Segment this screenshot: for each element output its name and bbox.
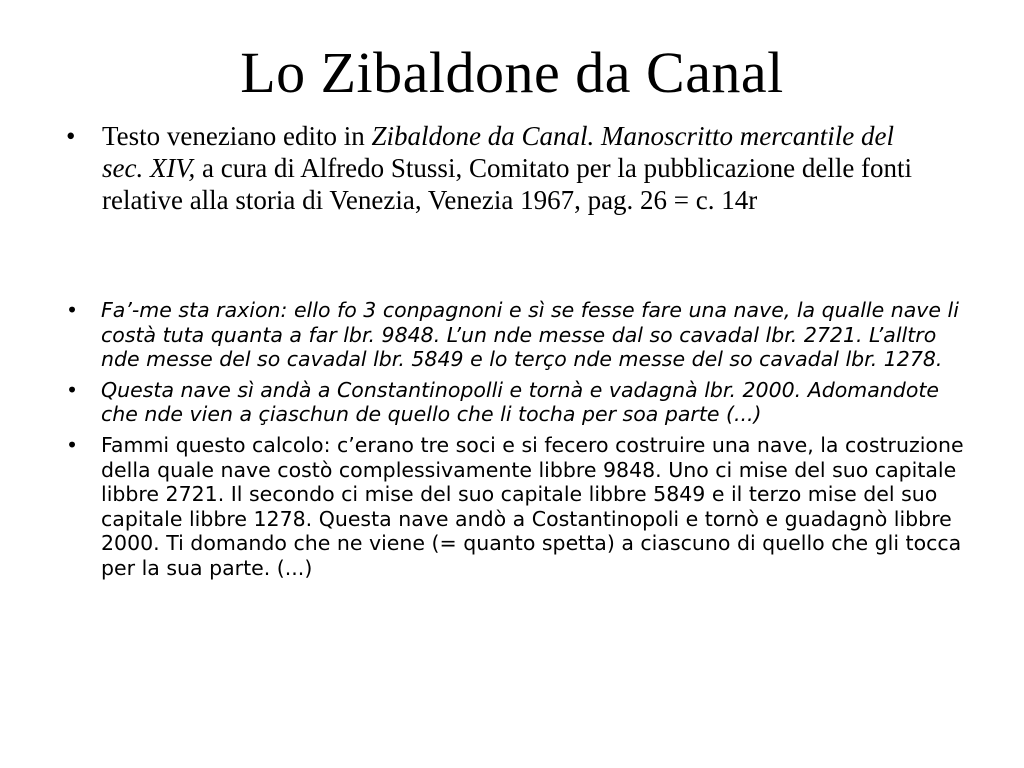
intro-book-title: Zibaldone da Canal. Manoscritto mercantile del sec. XIV,: [102, 121, 894, 183]
bullet-icon: •: [66, 121, 76, 151]
passages-list: [62, 298, 967, 587]
passage-text: Fa’-me sta raxion: ello fo 3 conpagnoni e sì se fesse fare una nave, la qualle nave li costà tuta quanta a far lbr. 9848. L’un nde messe dal so cavadal lbr. 2721. L’alltro nde messe del so cavadal lbr. 5849 e lo terço nde messe del so cavadal lbr. 1278.: [101, 298, 959, 372]
passage-venetian-1: [62, 298, 967, 372]
passage-text: Fammi questo calcolo: c’erano tre soci e si fecero costruire una nave, la costruzione della quale nave costò complessivamente libbre 9848. Uno ci mise del suo capitale libbre 2721. Il secondo ci mise del suo capitale libbre 5849 e il terzo mise del suo capitale libbre 1278. Questa nave andò a Costantinopoli e tornò e guadagnò libbre 2000. Ti domando che ne viene (= quanto spetta) a ciascuno di quello che gli tocca per la sua parte. (...): [101, 432, 964, 580]
intro-suffix: a cura di Alfredo Stussi, Comitato per la pubblicazione delle fonti relative alla storia di Venezia, Venezia 1967, pag. 26 = c. 14r: [102, 153, 913, 215]
slide-title: Lo Zibaldone da Canal: [240, 40, 784, 105]
intro-list: [62, 120, 922, 216]
intro-item: [62, 120, 922, 216]
bullet-icon: •: [66, 377, 79, 402]
intro-prefix: Testo veneziano edito in: [102, 121, 372, 151]
passage-venetian-2: [62, 378, 967, 427]
passage-italian-translation: [62, 433, 967, 581]
passage-text: Questa nave sì andà a Constantinopolli e tornà e vadagnà lbr. 2000. Adomandote che nde vien a çiaschun de quello che li tocha per soa parte (...): [101, 377, 940, 427]
bullet-icon: •: [66, 298, 79, 322]
bullet-icon: •: [66, 432, 79, 457]
